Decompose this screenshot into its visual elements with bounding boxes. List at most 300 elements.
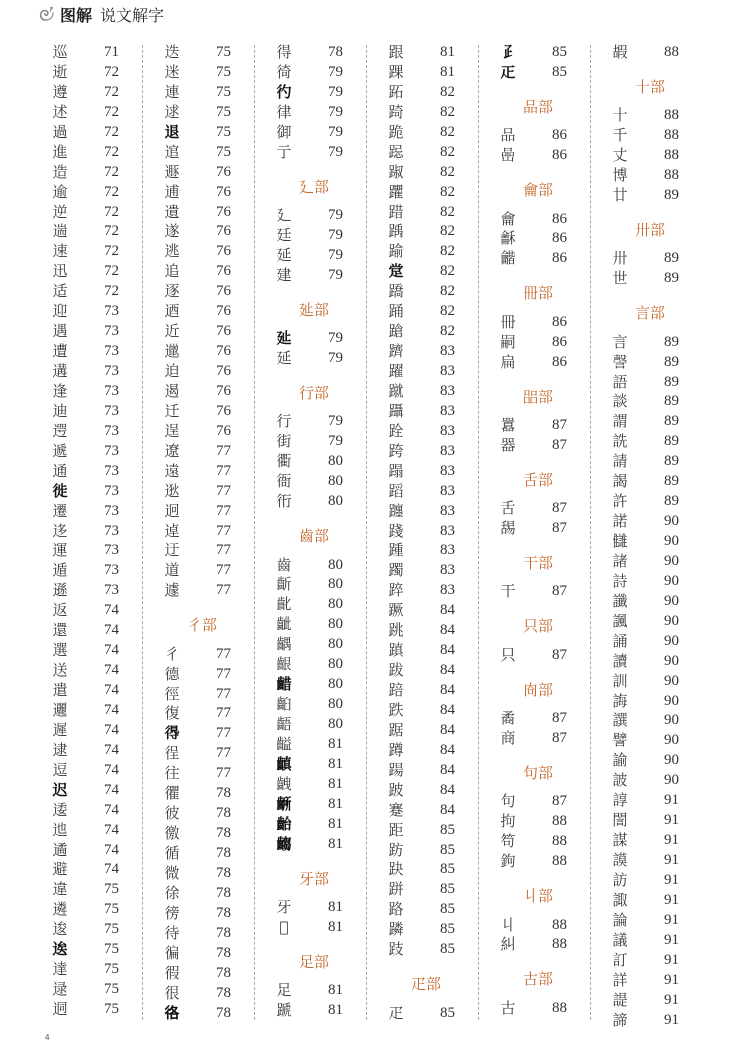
index-entry xyxy=(478,229,590,249)
entry-character: 逝 xyxy=(52,62,68,81)
index-entry xyxy=(590,269,702,289)
entry-page-number: 76 xyxy=(216,402,231,419)
index-entry xyxy=(590,931,702,951)
index-entry xyxy=(30,701,142,721)
entry-page-number: 89 xyxy=(664,333,679,350)
entry-character: 逋 xyxy=(164,182,180,201)
index-entry xyxy=(590,146,702,166)
entry-character: 适 xyxy=(52,282,68,301)
entry-page-number: 79 xyxy=(328,226,343,243)
index-entry xyxy=(142,103,254,123)
entry-character: 迭 xyxy=(164,43,180,61)
entry-page-number: 75 xyxy=(104,961,119,978)
index-entry xyxy=(590,692,702,712)
entry-page-number: 79 xyxy=(328,433,343,450)
entry-character: 齒 xyxy=(276,555,292,574)
index-entry xyxy=(366,103,478,123)
entry-character: 訓 xyxy=(612,671,628,690)
entry-page-number: 90 xyxy=(664,732,679,749)
entry-page-number: 78 xyxy=(216,904,231,921)
entry-page-number: 80 xyxy=(328,676,343,693)
entry-page-number: 79 xyxy=(328,266,343,283)
entry-page-number: 87 xyxy=(552,436,567,453)
entry-character: 進 xyxy=(52,142,68,161)
index-entry xyxy=(254,246,366,266)
entry-page-number: 81 xyxy=(328,795,343,812)
entry-page-number: 76 xyxy=(216,223,231,240)
index-entry xyxy=(366,621,478,641)
entry-character: 遂 xyxy=(164,222,180,241)
index-entry xyxy=(366,362,478,382)
entry-character: 諾 xyxy=(612,512,628,531)
entry-page-number: 73 xyxy=(104,323,119,340)
entry-page-number: 85 xyxy=(440,821,455,838)
index-entry xyxy=(590,432,702,452)
entry-page-number: 77 xyxy=(216,462,231,479)
index-entry xyxy=(366,1004,478,1024)
entry-character: 遘 xyxy=(52,362,68,380)
index-entry xyxy=(142,163,254,183)
entry-character: 近 xyxy=(164,322,180,341)
entry-page-number: 79 xyxy=(328,143,343,160)
entry-page-number: 78 xyxy=(328,44,343,60)
index-entry xyxy=(366,841,478,861)
entry-character: 喦 xyxy=(500,146,516,165)
entry-character: 徛 xyxy=(276,62,292,81)
entry-page-number: 84 xyxy=(440,642,455,659)
index-entry xyxy=(254,775,366,795)
index-entry xyxy=(30,502,142,522)
entry-character: 延 xyxy=(276,245,292,264)
index-entry xyxy=(30,522,142,542)
index-column xyxy=(30,43,142,1020)
entry-page-number: 77 xyxy=(216,765,231,782)
entry-page-number: 73 xyxy=(104,542,119,559)
index-column xyxy=(254,43,366,1021)
entry-page-number: 81 xyxy=(328,1002,343,1019)
entry-character: 衎 xyxy=(276,492,292,511)
entry-page-number: 81 xyxy=(328,815,343,832)
entry-character: 廴 xyxy=(276,206,292,225)
entry-character: 遞 xyxy=(52,441,68,460)
entry-page-number: 76 xyxy=(216,343,231,360)
index-entry xyxy=(590,572,702,592)
entry-page-number: 90 xyxy=(664,712,679,729)
entry-page-number: 75 xyxy=(104,901,119,918)
entry-page-number: 91 xyxy=(664,991,679,1008)
entry-character: 建 xyxy=(276,265,292,284)
entry-page-number: 90 xyxy=(664,533,679,550)
entry-page-number: 76 xyxy=(216,422,231,439)
entry-page-number: 91 xyxy=(664,871,679,888)
index-entry xyxy=(590,373,702,393)
index-entry xyxy=(142,83,254,103)
entry-character: 迟 xyxy=(52,780,68,799)
index-entry xyxy=(142,561,254,581)
entry-page-number: 72 xyxy=(104,163,119,180)
entry-page-number: 72 xyxy=(104,83,119,100)
entry-character: 返 xyxy=(52,601,68,620)
entry-character: 遌 xyxy=(52,421,68,440)
radical-section-heading: 牙部 xyxy=(298,869,329,888)
entry-character: 彳 xyxy=(164,644,180,663)
radical-section-heading: 龠部 xyxy=(522,181,553,200)
radical-section-heading: 彳部 xyxy=(186,616,217,635)
entry-character: 扁 xyxy=(500,352,516,371)
index-entry xyxy=(366,721,478,741)
entry-character: 跖 xyxy=(388,82,404,101)
entry-character: 待 xyxy=(164,923,180,942)
index-entry xyxy=(590,126,702,146)
entry-character: 邋 xyxy=(164,342,180,361)
entry-page-number: 72 xyxy=(104,283,119,300)
index-entry xyxy=(30,621,142,641)
entry-character: 踣 xyxy=(388,681,404,699)
entry-page-number: 74 xyxy=(104,741,119,758)
index-entry xyxy=(366,761,478,781)
index-entry xyxy=(366,681,478,701)
entry-character: 躔 xyxy=(388,501,404,520)
index-entry xyxy=(366,880,478,900)
entry-character: 趹 xyxy=(388,860,404,879)
index-entry xyxy=(142,844,254,864)
index-entry xyxy=(30,821,142,841)
index-entry xyxy=(142,884,254,904)
entry-character: 舓 xyxy=(500,519,516,538)
entry-page-number: 89 xyxy=(664,453,679,470)
index-entry xyxy=(478,812,590,832)
entry-page-number: 79 xyxy=(328,350,343,367)
index-entry xyxy=(590,632,702,652)
entry-character: 譬 xyxy=(612,731,628,750)
entry-page-number: 73 xyxy=(104,422,119,439)
index-entry xyxy=(366,83,478,103)
entry-character: 逭 xyxy=(164,142,180,161)
entry-page-number: 90 xyxy=(664,632,679,649)
entry-character: 齨 xyxy=(276,695,292,714)
entry-page-number: 87 xyxy=(552,520,567,537)
entry-character: 龠 xyxy=(500,209,516,228)
index-entry xyxy=(30,940,142,960)
index-entry xyxy=(366,940,478,960)
entry-page-number: 79 xyxy=(328,207,343,224)
index-entry xyxy=(142,482,254,502)
entry-page-number: 85 xyxy=(440,901,455,918)
entry-page-number: 87 xyxy=(552,730,567,747)
entry-page-number: 82 xyxy=(440,323,455,340)
entry-page-number: 76 xyxy=(216,243,231,260)
entry-page-number: 78 xyxy=(216,785,231,802)
entry-character: 踖 xyxy=(388,202,404,221)
index-entry xyxy=(590,353,702,373)
entry-character: 𤴓 xyxy=(500,62,516,81)
entry-page-number: 81 xyxy=(328,835,343,852)
entry-page-number: 76 xyxy=(216,283,231,300)
entry-page-number: 72 xyxy=(104,63,119,80)
index-entry xyxy=(142,402,254,422)
entry-page-number: 84 xyxy=(440,781,455,798)
entry-character: 蹲 xyxy=(388,740,404,759)
index-entry xyxy=(590,106,702,126)
index-entry xyxy=(366,163,478,183)
index-entry xyxy=(478,832,590,852)
entry-character: 諄 xyxy=(612,791,628,810)
index-entry xyxy=(142,342,254,362)
index-column xyxy=(142,43,254,1023)
index-entry xyxy=(254,349,366,369)
entry-character: 誨 xyxy=(612,691,628,710)
index-entry xyxy=(590,951,702,971)
entry-page-number: 74 xyxy=(104,662,119,679)
entry-character: 彼 xyxy=(164,804,180,823)
entry-page-number: 82 xyxy=(440,283,455,300)
entry-page-number: 85 xyxy=(440,861,455,878)
entry-page-number: 76 xyxy=(216,303,231,320)
entry-page-number: 75 xyxy=(216,103,231,120)
entry-character: 循 xyxy=(164,844,180,863)
entry-character: 逘 xyxy=(52,940,68,959)
index-entry xyxy=(478,999,590,1019)
entry-page-number: 73 xyxy=(104,502,119,519)
page-number: 4 xyxy=(45,1033,50,1042)
index-entry xyxy=(478,210,590,230)
index-entry xyxy=(30,302,142,322)
index-entry xyxy=(30,222,142,242)
entry-character: 踵 xyxy=(388,541,404,560)
entry-character: 徐 xyxy=(164,883,180,902)
radical-section-heading: 舌部 xyxy=(522,470,553,489)
entry-character: 誾 xyxy=(612,811,628,830)
radical-section-heading: 冊部 xyxy=(522,284,553,303)
entry-character: 齵 xyxy=(276,635,292,654)
entry-page-number: 73 xyxy=(104,482,119,499)
entry-character: 請 xyxy=(612,452,628,471)
entry-page-number: 79 xyxy=(328,63,343,80)
entry-character: 笱 xyxy=(500,832,516,851)
entry-character: 鉤 xyxy=(500,852,516,871)
index-entry xyxy=(30,681,142,701)
entry-character: 躍 xyxy=(388,362,404,380)
index-entry xyxy=(590,552,702,572)
entry-page-number: 82 xyxy=(440,143,455,160)
entry-character: 㢟 xyxy=(276,329,292,348)
index-entry xyxy=(478,935,590,955)
entry-character: 牙 xyxy=(276,897,292,916)
entry-character: 諟 xyxy=(612,990,628,1009)
entry-page-number: 78 xyxy=(216,805,231,822)
entry-character: 衢 xyxy=(276,452,292,471)
entry-page-number: 86 xyxy=(552,230,567,247)
entry-page-number: 75 xyxy=(216,63,231,80)
entry-character: 逾 xyxy=(52,182,68,201)
entry-page-number: 86 xyxy=(552,313,567,330)
entry-page-number: 78 xyxy=(216,884,231,901)
entry-character: 蹸 xyxy=(388,920,404,939)
entry-character: 蹈 xyxy=(388,481,404,500)
entry-character: 詩 xyxy=(612,571,628,590)
entry-character: 踧 xyxy=(388,162,404,181)
index-entry xyxy=(30,262,142,282)
index-entry xyxy=(478,43,590,63)
index-entry xyxy=(254,472,366,492)
entry-character: 追 xyxy=(164,262,180,281)
entry-character: 䟫 xyxy=(388,262,404,281)
entry-character: 踐 xyxy=(388,521,404,540)
entry-character: 亍 xyxy=(276,142,292,161)
entry-page-number: 83 xyxy=(440,482,455,499)
entry-page-number: 84 xyxy=(440,741,455,758)
entry-character: 讀 xyxy=(612,651,628,670)
entry-character: 𢔶 xyxy=(164,724,180,743)
entry-character: 逑 xyxy=(164,102,180,121)
index-entry xyxy=(366,781,478,801)
entry-page-number: 89 xyxy=(664,413,679,430)
entry-page-number: 87 xyxy=(552,583,567,600)
entry-page-number: 81 xyxy=(440,44,455,60)
entry-page-number: 75 xyxy=(104,1001,119,1017)
entry-character: 跽 xyxy=(388,142,404,161)
radical-section-heading: 十部 xyxy=(634,77,665,96)
index-entry xyxy=(30,362,142,382)
entry-character: 趽 xyxy=(388,840,404,859)
entry-character: 逃 xyxy=(164,242,180,261)
index-entry xyxy=(142,784,254,804)
index-entry xyxy=(254,63,366,83)
entry-page-number: 77 xyxy=(216,502,231,519)
entry-page-number: 74 xyxy=(104,801,119,818)
entry-character: 徬 xyxy=(164,903,180,922)
entry-character: 往 xyxy=(164,764,180,783)
index-entry xyxy=(366,342,478,362)
index-entry xyxy=(590,791,702,811)
running-header xyxy=(36,2,164,26)
entry-character: 齰 xyxy=(276,675,292,694)
entry-character: 譔 xyxy=(612,711,628,730)
entry-character: 述 xyxy=(52,102,68,121)
entry-page-number: 80 xyxy=(328,596,343,613)
entry-character: 德 xyxy=(164,664,180,683)
index-entry xyxy=(590,811,702,831)
entry-page-number: 82 xyxy=(440,123,455,140)
radical-section-heading: 卅部 xyxy=(634,221,665,240)
index-entry xyxy=(30,561,142,581)
index-entry xyxy=(366,282,478,302)
entry-page-number: 84 xyxy=(440,801,455,818)
index-entry xyxy=(254,206,366,226)
index-entry xyxy=(254,103,366,123)
entry-character: 逢 xyxy=(52,381,68,400)
entry-page-number: 73 xyxy=(104,582,119,599)
index-entry xyxy=(30,980,142,1000)
index-entry xyxy=(254,83,366,103)
entry-page-number: 74 xyxy=(104,721,119,738)
index-entry xyxy=(30,402,142,422)
entry-character: 遺 xyxy=(164,202,180,221)
index-entry xyxy=(366,63,478,83)
index-entry xyxy=(590,392,702,412)
entry-character: 躡 xyxy=(388,401,404,420)
entry-character: 廷 xyxy=(276,225,292,244)
entry-page-number: 74 xyxy=(104,642,119,659)
entry-page-number: 90 xyxy=(664,652,679,669)
index-entry xyxy=(366,541,478,561)
index-entry xyxy=(590,871,702,891)
entry-page-number: 89 xyxy=(664,353,679,370)
entry-page-number: 76 xyxy=(216,183,231,200)
entry-page-number: 79 xyxy=(328,103,343,120)
index-column xyxy=(366,43,478,1023)
entry-page-number: 78 xyxy=(216,984,231,1001)
entry-character: 齗 xyxy=(276,575,292,594)
entry-page-number: 72 xyxy=(104,123,119,140)
entry-character: 違 xyxy=(52,880,68,899)
entry-page-number: 81 xyxy=(328,982,343,999)
entry-page-number: 89 xyxy=(664,187,679,204)
entry-character: 遲 xyxy=(52,720,68,739)
entry-character: 過 xyxy=(52,122,68,141)
index-entry xyxy=(142,322,254,342)
entry-character: 邐 xyxy=(52,700,68,719)
entry-page-number: 82 xyxy=(440,223,455,240)
entry-character: 博 xyxy=(612,166,628,185)
index-entry xyxy=(590,751,702,771)
index-entry xyxy=(478,436,590,456)
index-entry xyxy=(590,532,702,552)
index-entry xyxy=(30,203,142,223)
index-entry xyxy=(590,612,702,632)
index-entry xyxy=(142,645,254,665)
entry-page-number: 72 xyxy=(104,183,119,200)
entry-page-number: 84 xyxy=(440,602,455,619)
index-entry xyxy=(30,1000,142,1020)
entry-page-number: 76 xyxy=(216,323,231,340)
entry-character: 蹴 xyxy=(388,381,404,400)
entry-character: 句 xyxy=(500,792,516,811)
index-entry xyxy=(590,851,702,871)
index-entry xyxy=(30,601,142,621)
entry-character: 巡 xyxy=(52,43,68,61)
index-entry xyxy=(142,382,254,402)
entry-page-number: 82 xyxy=(440,263,455,280)
index-entry xyxy=(254,715,366,735)
entry-page-number: 79 xyxy=(328,413,343,430)
index-entry xyxy=(30,801,142,821)
entry-character: 古 xyxy=(500,998,516,1017)
index-entry xyxy=(30,781,142,801)
index-entry xyxy=(590,771,702,791)
entry-character: 衙 xyxy=(276,472,292,491)
entry-character: 逮 xyxy=(52,740,68,759)
entry-page-number: 83 xyxy=(440,402,455,419)
index-entry xyxy=(366,123,478,143)
index-entry xyxy=(478,499,590,519)
entry-character: 遄 xyxy=(52,222,68,241)
entry-character: 卅 xyxy=(612,249,628,268)
index-entry xyxy=(254,981,366,1001)
entry-character: 逖 xyxy=(164,481,180,500)
index-entry xyxy=(254,795,366,815)
entry-character: 御 xyxy=(276,122,292,141)
entry-page-number: 84 xyxy=(440,761,455,778)
entry-page-number: 82 xyxy=(440,243,455,260)
index-entry xyxy=(142,183,254,203)
entry-character: 十 xyxy=(612,106,628,125)
entry-character: 迆 xyxy=(52,820,68,839)
entry-character: 齭 xyxy=(276,794,292,813)
entry-page-number: 75 xyxy=(104,981,119,998)
entry-character: 跨 xyxy=(388,441,404,460)
index-entry xyxy=(30,43,142,63)
